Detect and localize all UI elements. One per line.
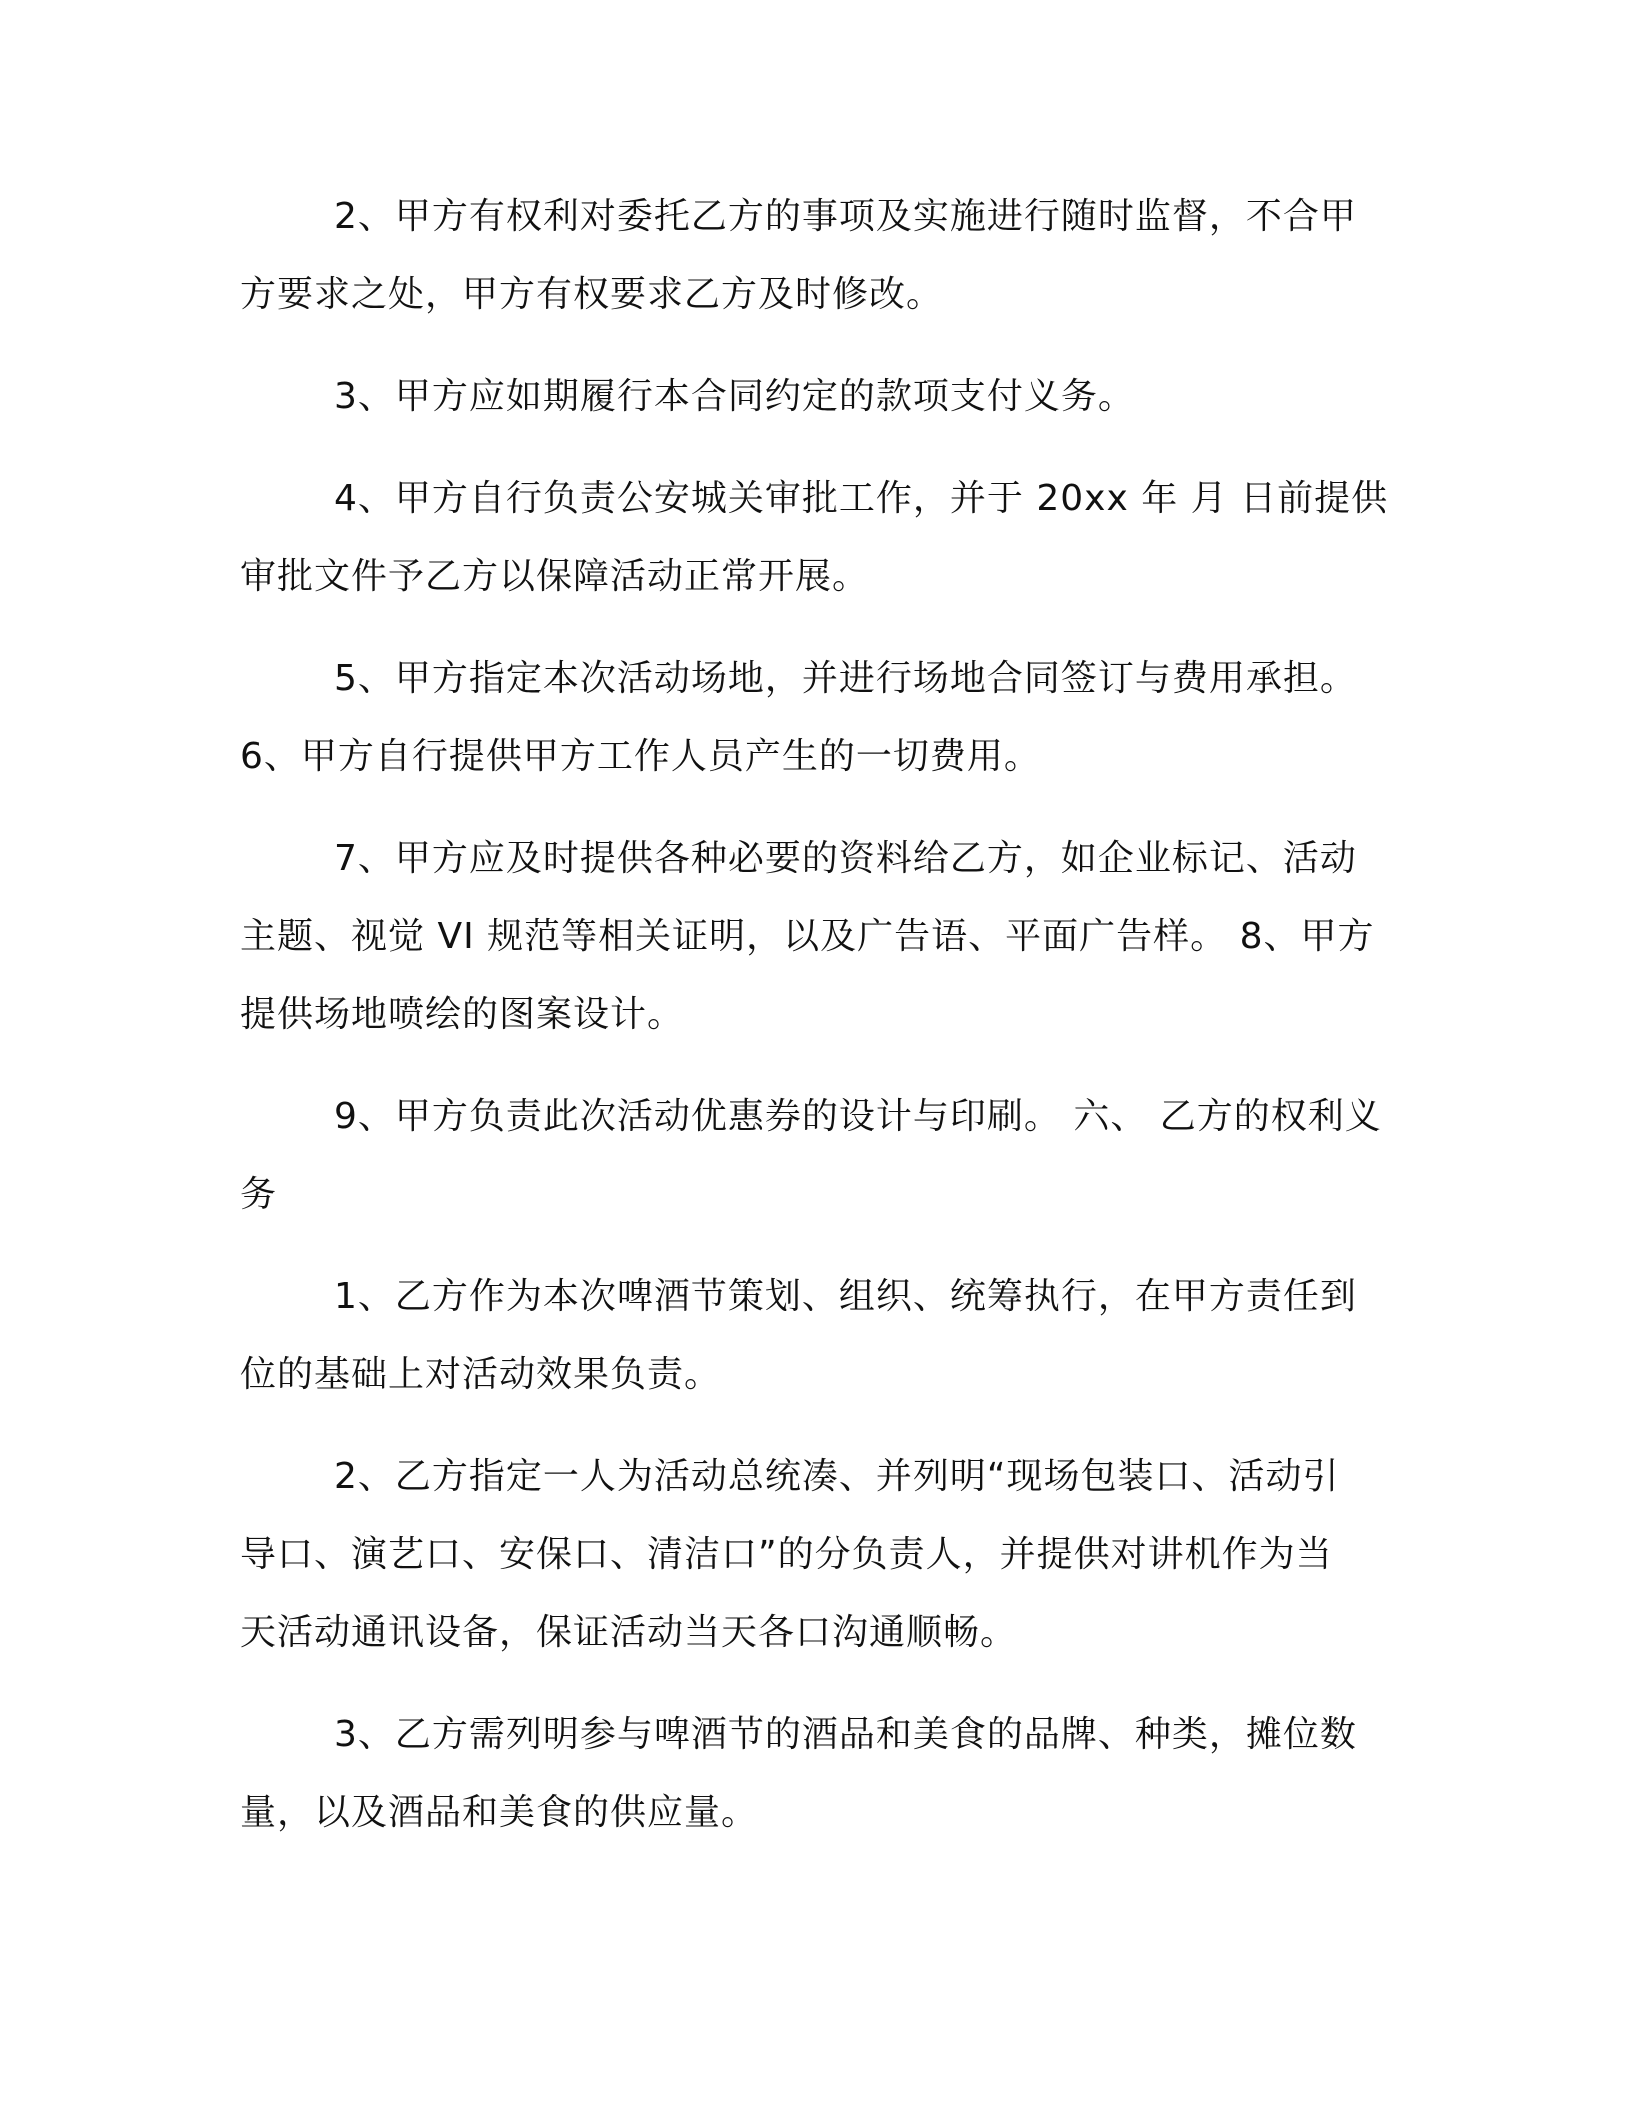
paragraph-7-line-1: 7、甲方应及时提供各种必要的资料给乙方，如企业标记、活动	[334, 838, 1357, 879]
paragraph-2-line-2: 方要求之处，甲方有权要求乙方及时修改。	[240, 274, 944, 315]
paragraph-b2-line-1: 2、乙方指定一人为活动总统凑、并列明“现场包装口、活动引	[334, 1456, 1340, 1497]
paragraph-6-line-1: 6、甲方自行提供甲方工作人员产生的一切费用。	[240, 736, 1041, 777]
paragraph-9-line-1: 9、甲方负责此次活动优惠券的设计与印刷。 六、 乙方的权利义	[334, 1096, 1382, 1137]
paragraph-b3-line-2: 量，以及酒品和美食的供应量。	[240, 1792, 759, 1833]
paragraph-9-line-2: 务	[240, 1174, 278, 1215]
paragraph-5-line-1: 5、甲方指定本次活动场地，并进行场地合同签订与费用承担。	[334, 658, 1357, 699]
paragraph-b3-line-1: 3、乙方需列明参与啤酒节的酒品和美食的品牌、种类，摊位数	[334, 1714, 1357, 1755]
paragraph-7-line-2: 主题、视觉 VI 规范等相关证明，以及广告语、平面广告样。 8、甲方	[240, 916, 1375, 957]
paragraph-b1-line-1: 1、乙方作为本次啤酒节策划、组织、统筹执行，在甲方责任到	[334, 1276, 1357, 1317]
paragraph-b2-line-3: 天活动通讯设备，保证活动当天各口沟通顺畅。	[240, 1612, 1018, 1653]
paragraph-b1-line-2: 位的基础上对活动效果负责。	[240, 1354, 722, 1395]
paragraph-4-line-1: 4、甲方自行负责公安城关审批工作，并于 20xx 年 月 日前提供	[334, 478, 1389, 519]
paragraph-2-line-1: 2、甲方有权利对委托乙方的事项及实施进行随时监督，不合甲	[334, 196, 1357, 237]
paragraph-3-line-1: 3、甲方应如期履行本合同约定的款项支付义务。	[334, 376, 1135, 417]
paragraph-b2-line-2: 导口、演艺口、安保口、清洁口”的分负责人，并提供对讲机作为当	[240, 1534, 1333, 1575]
paragraph-7-line-3: 提供场地喷绘的图案设计。	[240, 994, 685, 1035]
paragraph-4-line-2: 审批文件予乙方以保障活动正常开展。	[240, 556, 870, 597]
